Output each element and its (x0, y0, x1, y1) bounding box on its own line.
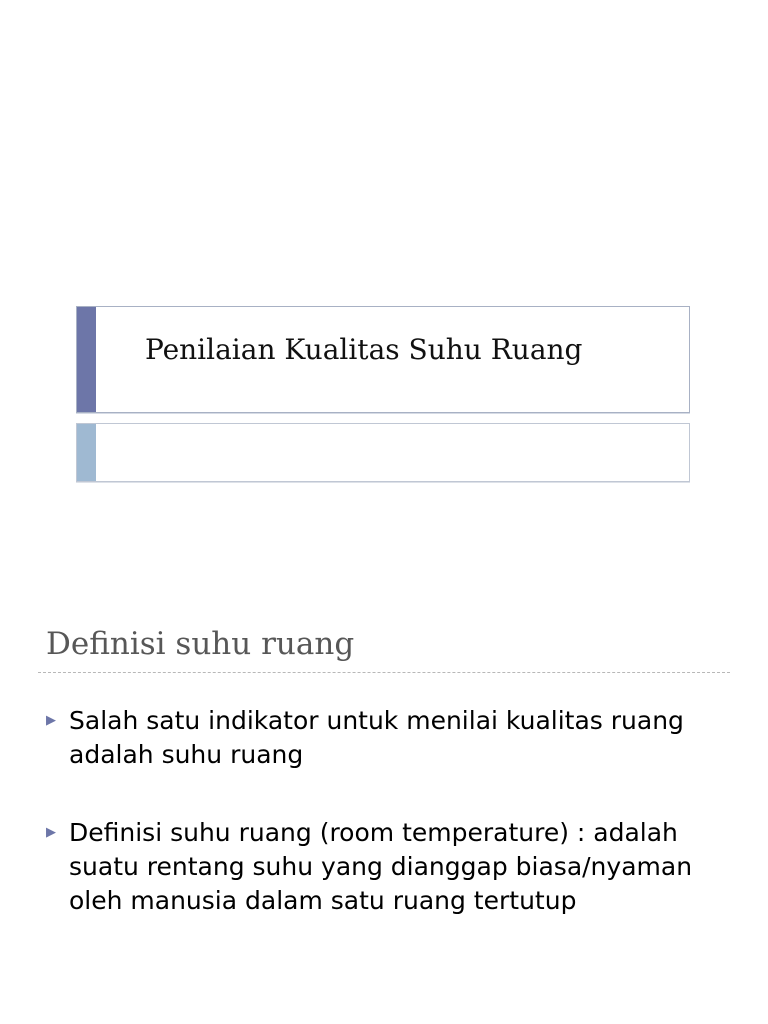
bullet-list (0, 704, 768, 918)
triangle-right-icon: ▶ (46, 825, 56, 840)
heading-divider (38, 672, 730, 673)
slide-title: Penilaian Kualitas Suhu Ruang (145, 333, 583, 366)
subtitle-placeholder (76, 423, 690, 482)
triangle-right-icon: ▶ (46, 713, 56, 728)
definition-slide (0, 590, 768, 1024)
bullet-item (0, 704, 768, 772)
bullet-item (0, 816, 768, 918)
bullet-text: Definisi suhu ruang (room temperature) : adalah suatu rentang suhu yang dianggap biasa/nyaman oleh manusia dalam satu ruang tertutup (69, 818, 693, 915)
section-heading: Definisi suhu ruang (46, 626, 355, 662)
title-accent-bar (77, 307, 96, 412)
title-placeholder (76, 306, 690, 413)
bullet-text: Salah satu indikator untuk menilai kualitas ruang adalah suhu ruang (69, 706, 684, 769)
subtitle-accent-bar (77, 424, 96, 481)
